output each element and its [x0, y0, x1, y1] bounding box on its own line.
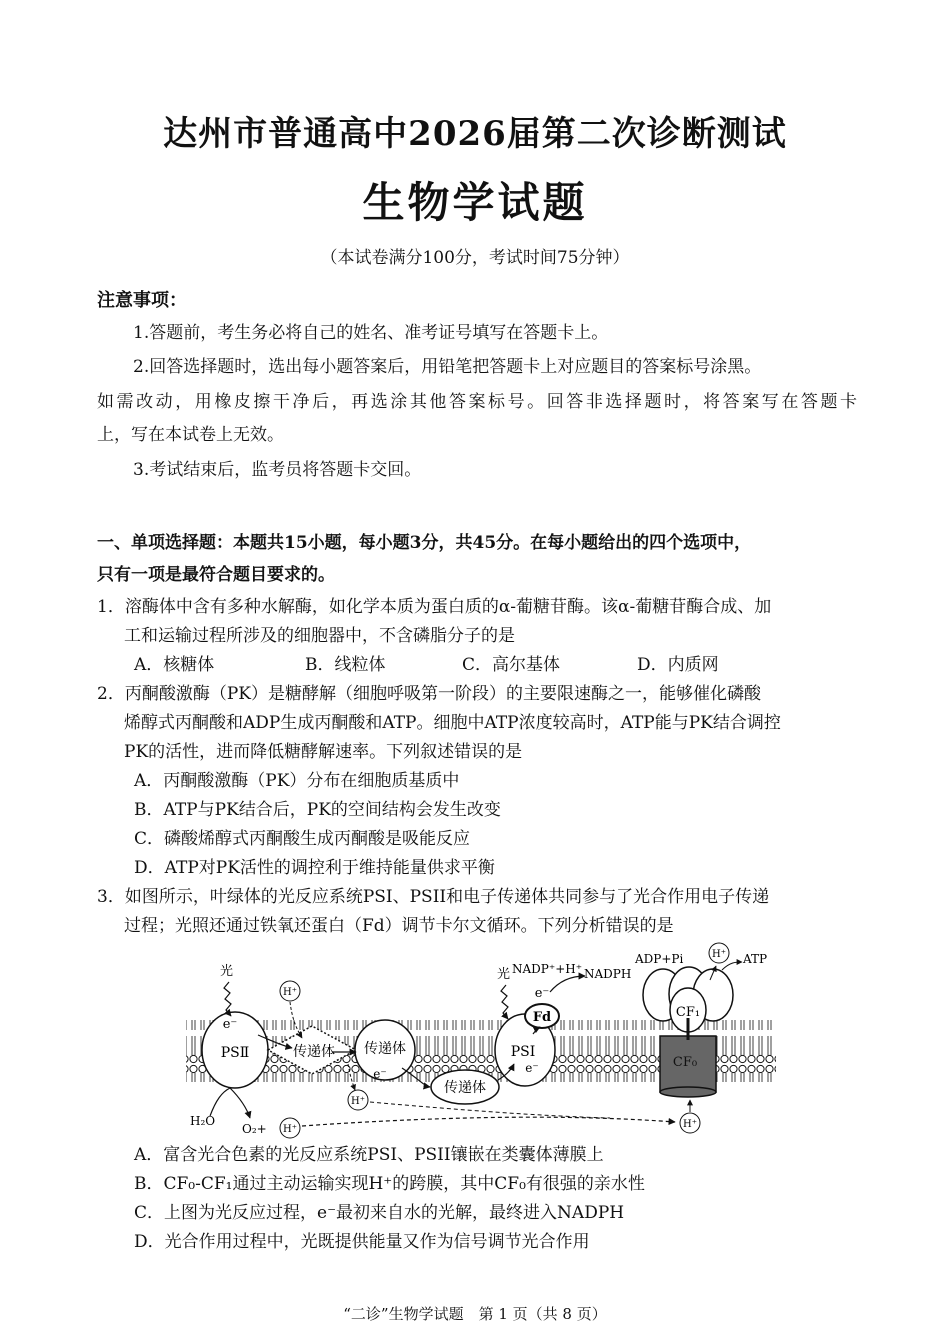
- q2-stem-line-2: 烯醇式丙酮酸和ADP生成丙酮酸和ATP。细胞中ATP浓度较高时，ATP能与PK结合调控: [124, 713, 781, 733]
- svg-text:H⁺: H⁺: [683, 1119, 697, 1130]
- fd-electron-label: e⁻: [534, 986, 550, 1001]
- carrier-2-label: 传递体: [364, 1041, 406, 1057]
- svg-text:H⁺: H⁺: [283, 1124, 297, 1135]
- notice-item-2-line-1: 2.回答选择题时，选出每小题答案后，用铅笔把答题卡上对应题目的答案标号涂黑。: [133, 357, 762, 377]
- q3-stem-line-1: 3．如图所示，叶绿体的光反应系统PSI、PSII和电子传递体共同参与了光合作用电子传递: [97, 887, 770, 907]
- q2-stem-line-1: 2．丙酮酸激酶（PK）是糖酵解（细胞呼吸第一阶段）的主要限速酶之一，能够催化磷酸: [97, 684, 761, 704]
- q1-option-d: D．内质网: [637, 655, 719, 675]
- cf0-label: CF₀: [672, 1055, 698, 1070]
- h2o-label: H₂O: [190, 1114, 216, 1128]
- q1-stem-line-2: 工和运输过程所涉及的细胞器中，不含磷脂分子的是: [124, 626, 515, 646]
- section-heading-line-2: 只有一项是最符合题目要求的。: [97, 565, 335, 585]
- psi-label: PSⅠ: [510, 1044, 536, 1060]
- nadph-label: NADPH: [584, 967, 632, 981]
- q2-stem-line-3: PK的活性，进而降低糖酵解速率。下列叙述错误的是: [124, 742, 523, 762]
- notice-item-1: 1.答题前，考生务必将自己的姓名、准考证号填写在答题卡上。: [133, 323, 609, 343]
- photosynthesis-diagram: [180, 940, 780, 1145]
- svg-text:H⁺: H⁺: [351, 1096, 365, 1107]
- q2-option-d: D．ATP对PK活性的调控利于维持能量供求平衡: [134, 858, 495, 878]
- carrier-3-label: 传递体: [444, 1080, 486, 1096]
- subject-title: 生物学试题: [362, 178, 588, 227]
- psii-electron-label: e⁻: [222, 1017, 238, 1032]
- q3-option-d: D．光合作用过程中，光既提供能量又作为信号调节光合作用: [134, 1232, 590, 1252]
- q3-option-a: A．富含光合色素的光反应系统PSI、PSII镶嵌在类囊体薄膜上: [134, 1145, 604, 1165]
- q3-option-b: B．CF₀-CF₁通过主动运输实现H⁺的跨膜，其中CF₀有很强的亲水性: [134, 1174, 645, 1194]
- exam-info: （本试卷满分100分，考试时间75分钟）: [320, 248, 630, 268]
- light-label-1: 光: [220, 964, 234, 979]
- section-heading-line-1: 一、单项选择题：本题共15小题，每小题3分，共45分。在每小题给出的四个选项中，: [97, 533, 752, 553]
- notice-item-3: 3.考试结束后，监考员将答题卡交回。: [133, 460, 422, 480]
- adp-label: ADP+Pi: [635, 952, 684, 966]
- notice-item-2-line-2: 如需改动，用橡皮擦干净后，再选涂其他答案标号。回答非选择题时，将答案写在答题卡: [97, 392, 857, 412]
- notice-item-2-line-3: 上，写在本试卷上无效。: [97, 425, 284, 445]
- carrier-2-electron-label: e⁻: [373, 1067, 387, 1081]
- o2-label: O₂+: [242, 1122, 267, 1136]
- exam-title: 达州市普通高中2026届第二次诊断测试: [163, 114, 787, 154]
- psi-electron-label: e⁻: [525, 1061, 539, 1075]
- notice-heading: 注意事项：: [97, 290, 187, 311]
- q1-option-b: B．线粒体: [305, 655, 386, 675]
- page-footer: “二诊”生物学试题 第 1 页（共 8 页）: [343, 1305, 607, 1323]
- q1-stem-line-1: 1．溶酶体中含有多种水解酶，如化学本质为蛋白质的α-葡糖苷酶。该α-葡糖苷酶合成、加: [97, 597, 772, 617]
- q2-option-a: A．丙酮酸激酶（PK）分布在细胞质基质中: [134, 771, 460, 791]
- q3-option-c: C．上图为光反应过程，e⁻最初来自水的光解，最终进入NADPH: [134, 1203, 625, 1223]
- nadp-label: NADP⁺+H⁺: [512, 962, 583, 976]
- fd-label: Fd: [532, 1010, 552, 1025]
- psii-label: PSⅡ: [220, 1045, 250, 1061]
- q3-stem-line-2: 过程；光照还通过铁氧还蛋白（Fd）调节卡尔文循环。下列分析错误的是: [124, 916, 674, 936]
- carrier-1-label: 传递体: [293, 1044, 335, 1060]
- atp-label: ATP: [743, 952, 768, 966]
- light-arrow-2: [501, 985, 508, 1019]
- light-label-2: 光: [497, 967, 511, 982]
- q1-option-c: C．高尔基体: [462, 655, 561, 675]
- q1-option-a: A．核糖体: [134, 655, 215, 675]
- svg-text:H⁺: H⁺: [712, 949, 726, 960]
- light-arrow-1: [224, 982, 231, 1016]
- cf1-label: CF₁: [675, 1005, 701, 1020]
- q2-option-c: C．磷酸烯醇式丙酮酸生成丙酮酸是吸能反应: [134, 829, 471, 849]
- q2-option-b: B．ATP与PK结合后，PK的空间结构会发生改变: [134, 800, 501, 820]
- svg-text:H⁺: H⁺: [283, 987, 297, 998]
